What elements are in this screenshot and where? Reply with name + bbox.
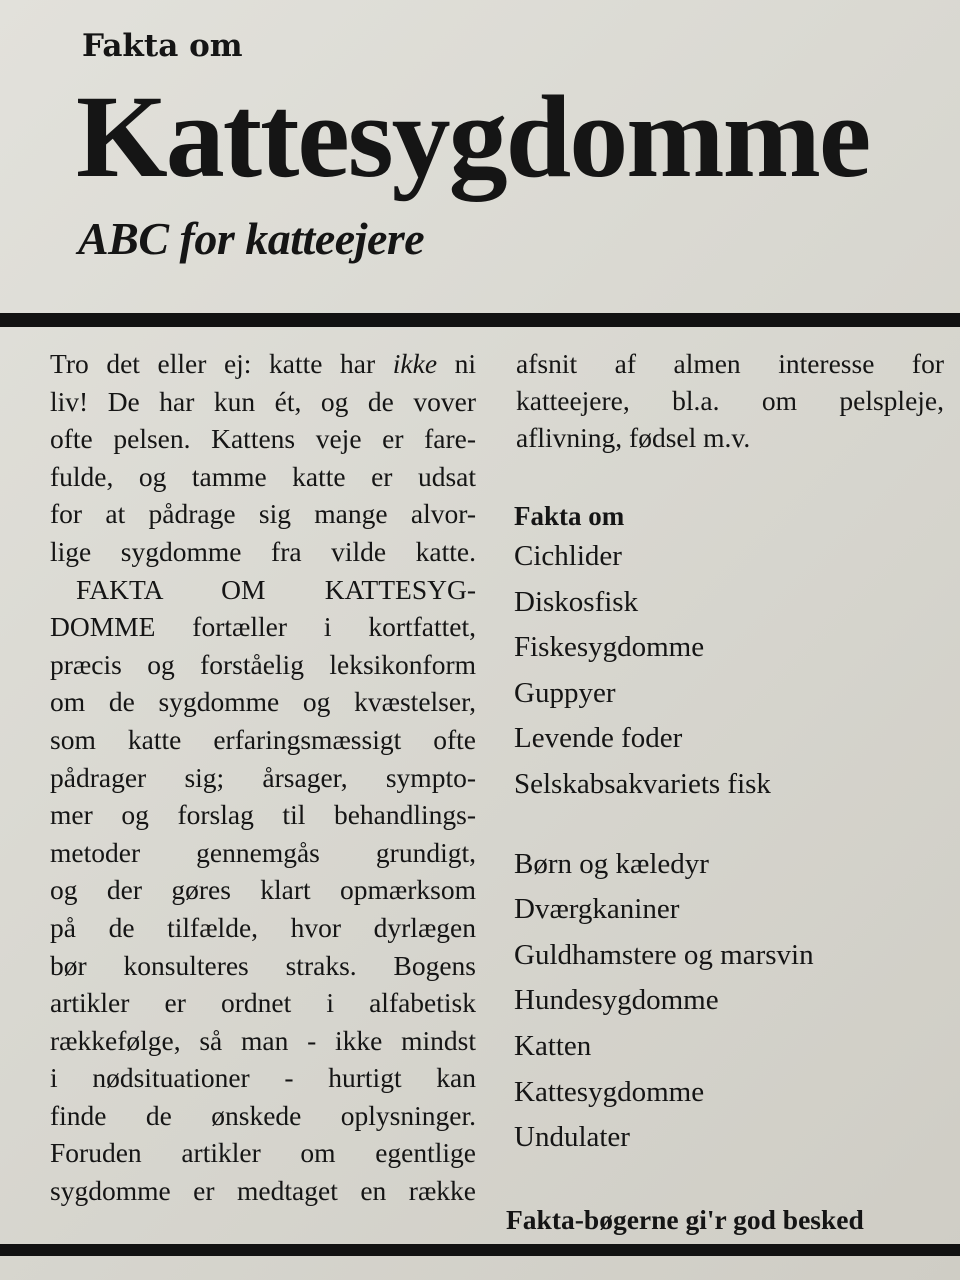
description-line: DOMME fortæller i kortfattet, [50, 611, 476, 643]
emphasis-word: ikke [392, 348, 438, 379]
description-line: Foruden artikler om egentlige [50, 1137, 476, 1169]
description-line: rækkefølge, så man - ikke mindst [50, 1024, 476, 1056]
description-line: bør konsulteres straks. Bogens [50, 949, 476, 981]
series-title: Hundesygdomme [514, 984, 719, 1017]
description-line: Tro det eller ej: katte har ikke ni [50, 348, 477, 379]
series-title: Guldhamstere og marsvin [514, 938, 814, 971]
description-line: lige sygdomme fra vilde katte. [50, 535, 476, 567]
description-line: mer og forslag til behandlings- [50, 799, 476, 831]
book-title: Kattesygdomme [76, 71, 870, 202]
description-line: afsnit af almen interesse for [516, 348, 944, 379]
description-column-right [516, 345, 944, 456]
series-kicker: Fakta om [82, 28, 243, 64]
description-line: for at pådrage sig mange alvor- [50, 498, 476, 530]
description-line: og der gøres klart opmærksom [50, 874, 476, 906]
series-title: Kattesygdomme [514, 1075, 705, 1108]
series-title: Fiskesygdomme [514, 631, 705, 664]
description-line: artikler er ordnet i alfabetisk [50, 987, 476, 1019]
series-title: Diskosfisk [514, 585, 639, 618]
description-line: sygdomme er medtaget en række [50, 1175, 476, 1207]
description-line: metoder gennemgås grundigt, [50, 836, 476, 868]
description-line: på de tilfælde, hvor dyrlægen [50, 911, 476, 943]
series-title: Levende foder [514, 722, 683, 755]
description-line: liv! De har kun ét, og de vover [50, 385, 476, 417]
description-line: aflivning, fødsel m.v. [516, 422, 751, 453]
description-line: katteejere, bl.a. om pelspleje, [516, 385, 944, 416]
description-line: fulde, og tamme katte er udsat [50, 460, 476, 492]
description-line: finde de ønskede oplysninger. [50, 1099, 476, 1131]
series-title: Børn og kæledyr [514, 847, 709, 880]
bottom-divider [0, 1244, 960, 1256]
description-line: ofte pelsen. Kattens veje er fare- [50, 423, 476, 455]
series-title: Cichlider [514, 540, 622, 572]
series-title: Undulater [514, 1121, 630, 1154]
series-group-pets [514, 842, 934, 1161]
description-line: præcis og forståelig leksikonform [50, 648, 476, 680]
series-list-block [514, 498, 934, 1161]
series-heading: Fakta om [514, 501, 625, 531]
top-divider [0, 313, 960, 327]
description-column-left [50, 345, 476, 1210]
series-title: Dværgkaniner [514, 893, 680, 926]
description-line: pådrager sig; årsager, sympto- [50, 761, 476, 793]
series-title: Guppyer [514, 676, 616, 709]
description-line: FAKTA OM KATTESYG- [76, 573, 476, 605]
description-line: som katte erfaringsmæssigt ofte [50, 723, 476, 755]
series-tagline: Fakta-bøgerne gi'r god besked [506, 1204, 864, 1235]
series-group-aquarium [514, 534, 934, 808]
series-title: Katten [514, 1029, 592, 1062]
description-line: om de sygdomme og kvæstelser, [50, 686, 476, 718]
book-subtitle: ABC for katteejere [78, 213, 425, 264]
series-title: Selskabsakvariets fisk [514, 767, 771, 800]
description-line: i nødsituationer - hurtigt kan [50, 1062, 476, 1094]
